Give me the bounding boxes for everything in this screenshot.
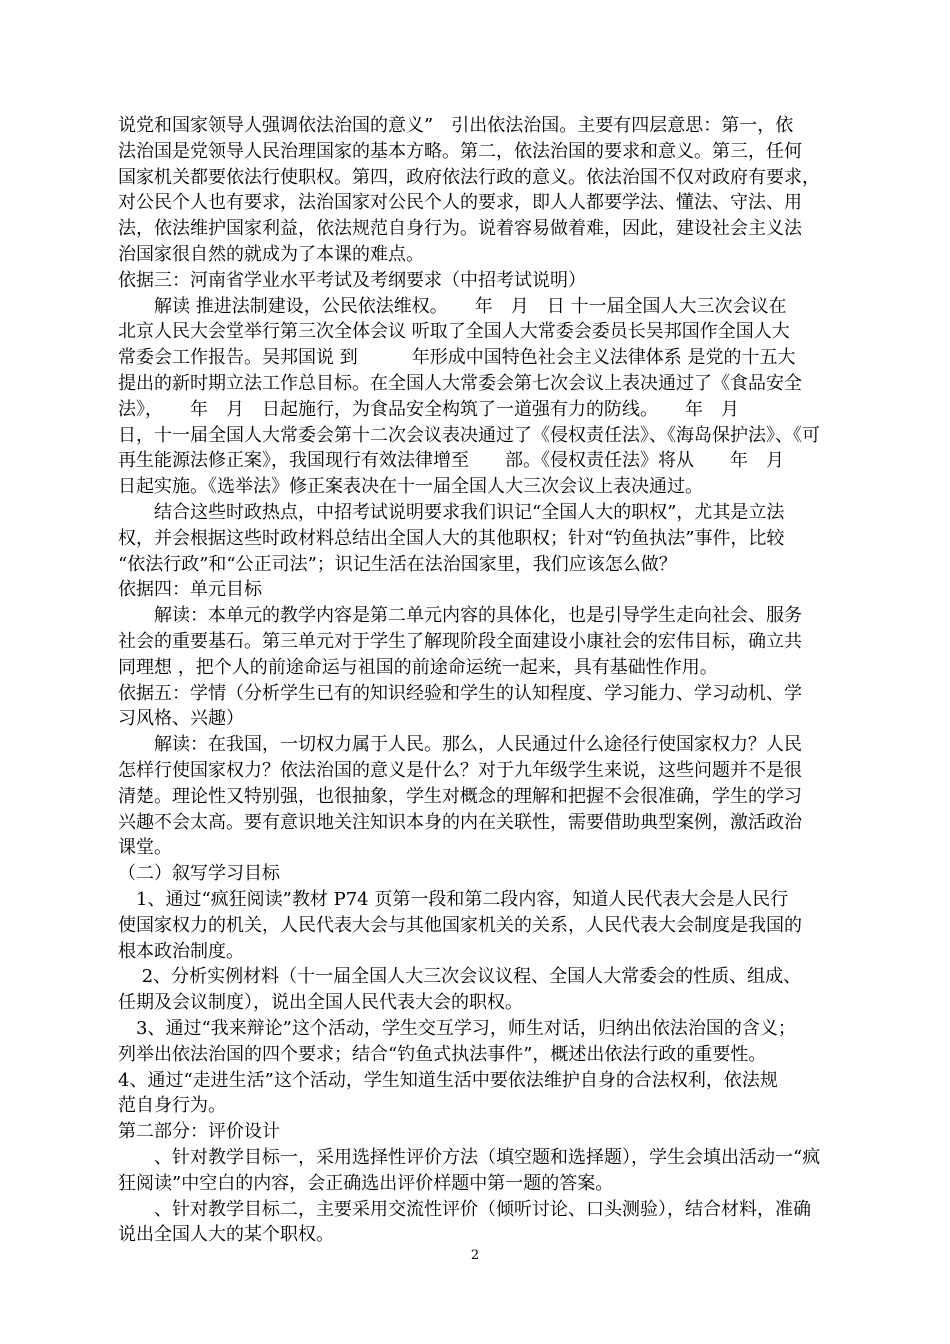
text-line: 依据三：河南省学业水平考试及考纲要求（中招考试说明）: [118, 269, 586, 291]
text-line: 说党和国家领导人强调依法治国的意义” 引出依法治国。主要有四层意思：第一，依: [118, 115, 794, 136]
text-line: 清楚。理论性又特别强，也很抽象，学生对概念的理解和把握不会很准确，学生的学习: [118, 785, 802, 807]
text-line: 、针对教学目标二，主要采用交流性评价（倾听讨论、口头测验），结合材料，准确: [118, 1198, 811, 1220]
text-line: 怎样行使国家权力？依法治国的意义是什么？对于九年级学生来说，这些问题并不是很: [118, 760, 802, 781]
text-line: 1、通过“疯狂阅读”教材 P74 页第一段和第二段内容，知道人民代表大会是人民行: [118, 889, 789, 910]
text-line: 解读：本单元的教学内容是第二单元内容的具体化，也是引导学生走向社会、服务: [118, 605, 802, 627]
text-line: 北京人民大会堂举行第三次全体会议 听取了全国人大常委会委员长吴邦国作全国人大: [118, 321, 790, 343]
text-line: 法，依法维护国家利益，依法规范自身行为。说着容易做着难，因此，建设社会主义法: [118, 218, 802, 240]
text-line: 依据四：单元目标: [118, 579, 262, 601]
text-line: 国家机关都要依法行使职权。第四，政府依法行政的意义。依法治国不仅对政府有要求，: [118, 166, 820, 188]
text-line: 根本政治制度。: [118, 940, 244, 962]
text-line: 2、分析实例材料（十一届全国人大三次会议议程、全国人大常委会的性质、组成、: [118, 966, 802, 988]
text-line: 4、通过“走进生活”这个活动，学生知道生活中要依法维护自身的合法权利，依法规: [118, 1069, 778, 1091]
text-line: 兴趣不会太高。要有意识地关注知识本身的内在关联性，需要借助典型案例，激活政治: [118, 811, 802, 833]
text-line: 说出全国人大的某个职权。: [118, 1224, 334, 1246]
text-line: 、针对教学目标一，采用选择性评价方法（填空题和选择题），学生会填出活动一“疯: [118, 1147, 821, 1168]
text-line: 课堂。: [118, 837, 172, 859]
text-line: 列举出依法治国的四个要求；结合“钓鱼式执法事件”，概述出依法行政的重要性。: [118, 1043, 767, 1065]
page-number: 2: [470, 1248, 480, 1263]
text-line: 任期及会议制度），说出全国人民代表大会的职权。: [118, 992, 523, 1014]
text-line: 对公民个人也有要求，法治国家对公民个人的要求，即人人都要学法、懂法、守法、用: [118, 192, 802, 214]
text-line: 同理想 ，把个人的前途命运与祖国的前途命运统一起来，具有基础性作用。: [118, 656, 718, 678]
text-line: （二）叙写学习目标: [118, 863, 280, 885]
text-line: 3、通过“我来辩论”这个活动，学生交互学习，师生对话，归纳出依法治国的含义；: [118, 1018, 796, 1039]
text-line: 提出的新时期立法工作总目标。在全国人大常委会第七次会议上表决通过了《食品安全: [118, 373, 802, 394]
text-line: 常委会工作报告。吴邦国说 到 年形成中国特色社会主义法律体系 是党的十五大: [118, 347, 796, 369]
text-line: 再生能源法修正案》，我国现行有效法律增至 部。《侵权责任法》将从 年 月: [118, 450, 784, 472]
text-line: 日，十一届全国人大常委会第十二次会议表决通过了《侵权责任法》、《海岛保护法》、《可: [118, 424, 820, 446]
text-line: 解读 推进法制建设，公民依法维权。 年 月 日 十一届全国人大三次会议在: [118, 295, 787, 317]
text-line: 结合这些时政热点，中招考试说明要求我们识记“全国人大的职权”，尤其是立法: [118, 502, 785, 523]
text-line: 治国家很自然的就成为了本课的难点。: [118, 244, 424, 265]
text-line: 使国家权力的机关，人民代表大会与其他国家机关的关系，人民代表大会制度是我国的: [118, 914, 802, 936]
text-line: 习风格、兴趣）: [118, 708, 244, 730]
text-line: 法》， 年 月 日起施行，为食品安全构筑了一道强有力的防线。 年 月: [118, 398, 739, 420]
text-line: “依法行政”和“公正司法”；识记生活在法治国家里，我们应该怎么做？: [118, 553, 677, 575]
text-line: 法治国是党领导人民治理国家的基本方略。第二，依法治国的要求和意义。第三，任何: [118, 140, 802, 162]
text-line: 第二部分：评价设计: [118, 1121, 280, 1143]
text-line: 解读：在我国，一切权力属于人民。那么，人民通过什么途径行使国家权力？人民: [118, 734, 802, 756]
text-line: 社会的重要基石。第三单元对于学生了解现阶段全面建设小康社会的宏伟目标，确立共: [118, 631, 802, 652]
text-line: 范自身行为。: [118, 1095, 226, 1117]
text-line: 日起实施。《选举法》修正案表决在十一届全国人大三次会议上表决通过。: [118, 476, 703, 498]
text-line: 权，并会根据这些时政材料总结出全国人大的其他职权；针对“钓鱼执法”事件，比较: [118, 527, 785, 549]
text-line: 依据五：学情（分析学生已有的知识经验和学生的认知程度、学习能力、学习动机、学: [118, 682, 802, 704]
text-line: 狂阅读”中空白的内容，会正确选出评价样题中第一题的答案。: [118, 1172, 614, 1194]
